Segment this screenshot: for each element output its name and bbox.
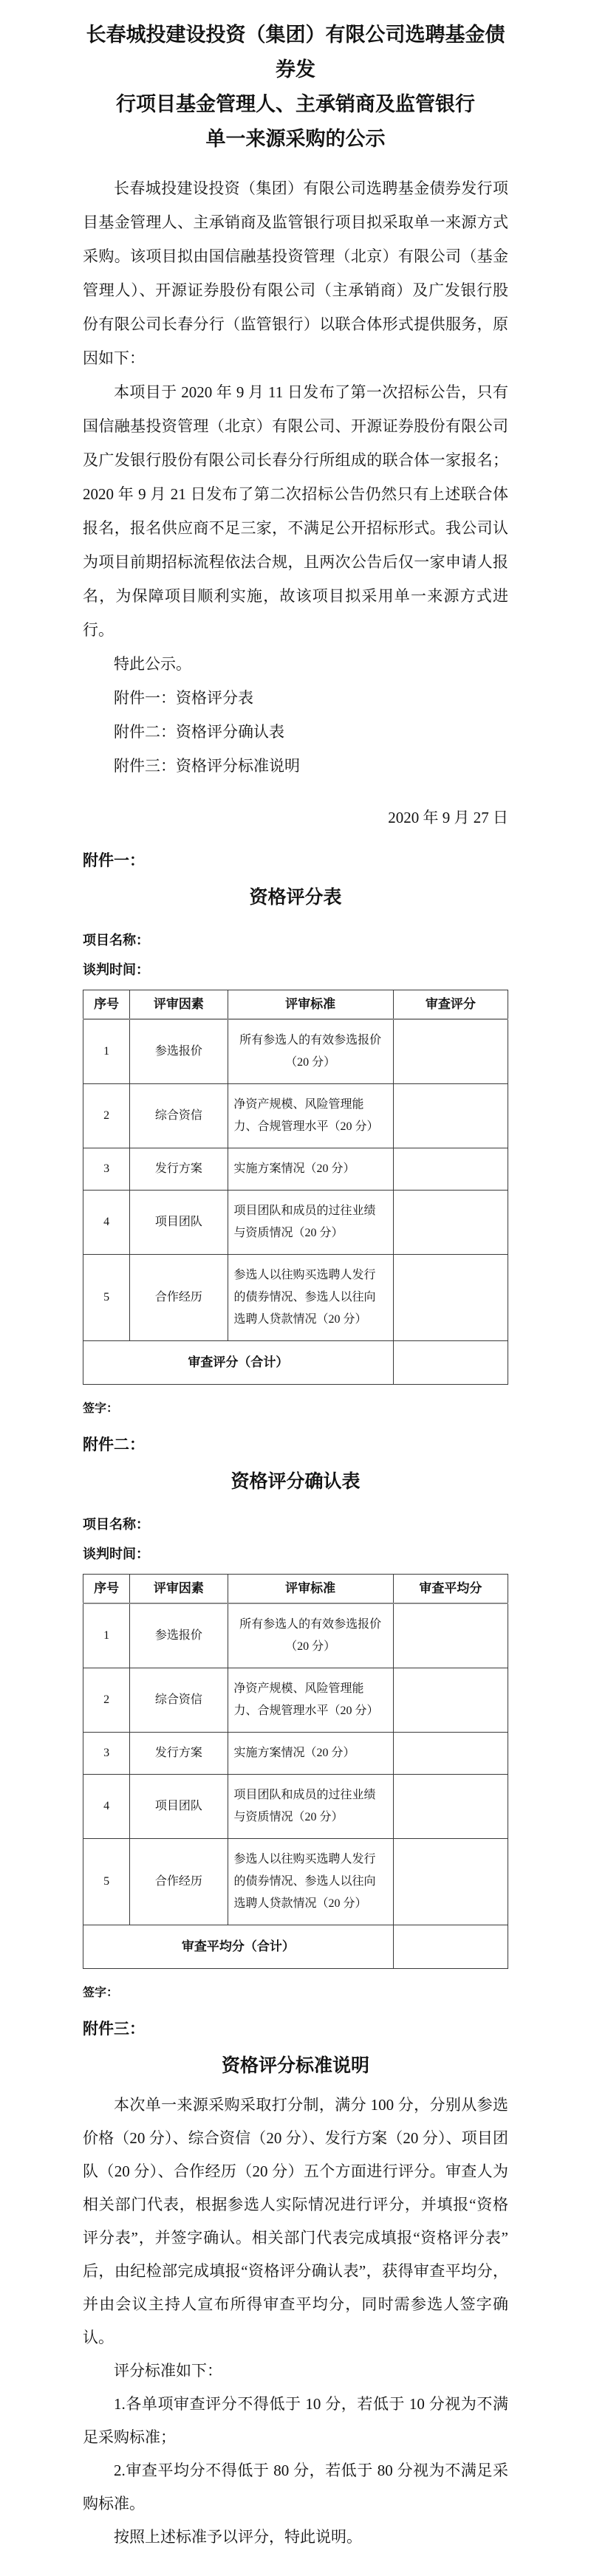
- notice-line: 特此公示。: [114, 655, 191, 673]
- qualification-score-confirm-table: [83, 1574, 508, 1969]
- total-score-cell: [393, 1925, 508, 1969]
- cell-criteria: 所有参选人的有效参选报价（20 分）: [228, 1603, 393, 1668]
- attachment1-negotiation-time-label: 谈判时间：: [83, 962, 149, 977]
- column-header-no: 序号: [83, 1575, 130, 1604]
- attachment2-title: 资格评分确认表: [230, 1472, 361, 1492]
- column-header-factor: 评审因素: [130, 990, 228, 1020]
- column-header-criteria: 评审标准: [228, 1575, 393, 1604]
- table-total-row: [83, 1341, 508, 1385]
- column-header-no: 序号: [83, 990, 130, 1020]
- cell-factor: 综合资信: [130, 1668, 228, 1733]
- cell-factor: 发行方案: [130, 1148, 228, 1191]
- cell-criteria: 项目团队和成员的过往业绩与资质情况（20 分）: [228, 1775, 393, 1839]
- cell-criteria: 项目团队和成员的过往业绩与资质情况（20 分）: [228, 1191, 393, 1255]
- cell-score: [393, 1084, 508, 1148]
- spacer: [83, 911, 508, 919]
- attachment-list-item-1: 附件一：资格评分表: [114, 689, 253, 707]
- column-header-score: 审查评分: [393, 990, 508, 1020]
- attachment2-sign-label: 签字：: [83, 1987, 119, 1999]
- attachment3-paragraph-3: 1.各单项审查评分不得低于 10 分，若低于 10 分视为不满足采购标准；: [83, 2395, 508, 2446]
- cell-criteria: 实施方案情况（20 分）: [228, 1733, 393, 1775]
- cell-criteria: 参选人以往购买选聘人发行的债券情况、参选人以往向选聘人贷款情况（20 分）: [228, 1255, 393, 1341]
- total-score-cell: [393, 1341, 508, 1385]
- cell-criteria: 净资产规模、风险管理能力、合规管理水平（20 分）: [228, 1668, 393, 1733]
- attachment1-label: 附件一：: [83, 852, 145, 869]
- attachment1-title: 资格评分表: [249, 888, 342, 908]
- cell-no: 4: [83, 1191, 130, 1255]
- cell-score: [393, 1733, 508, 1775]
- table-row: [83, 1668, 508, 1733]
- column-header-avg-score: 审查平均分: [393, 1575, 508, 1604]
- qualification-score-table: [83, 990, 508, 1385]
- table-row: [83, 1191, 508, 1255]
- column-header-factor: 评审因素: [130, 1575, 228, 1604]
- document-date: 2020 年 9 月 27 日: [388, 809, 508, 826]
- attachment3-label: 附件三：: [83, 2020, 145, 2038]
- table-row: [83, 1733, 508, 1775]
- title-line-3: 单一来源采购的公示: [205, 128, 386, 150]
- attachment3-paragraph-1: 本次单一来源采购采取打分制，满分 100 分，分别从参选价格（20 分）、综合资信（20 分）、发行方案（20 分）、项目团队（20 分）、合作经历（20 分）五个方面进行评分。审查人为相关部门代表，根据参选人实际情况进行评分，并填报“资格评分表”，并签字确认。相关部门代表完成填报“资格评分表”后，由纪检部完成填报“资格评分确认表”，获得审查平均分，并由会议主持人宣布所得审查平均分，同时需参选人签字确认。: [83, 2096, 508, 2346]
- cell-no: 3: [83, 1733, 130, 1775]
- cell-no: 1: [83, 1019, 130, 1084]
- table-header-row: [83, 990, 508, 1020]
- table-total-row: [83, 1925, 508, 1969]
- table-row: [83, 1603, 508, 1668]
- cell-criteria: 实施方案情况（20 分）: [228, 1148, 393, 1191]
- cell-score: [393, 1191, 508, 1255]
- cell-score: [393, 1603, 508, 1668]
- cell-factor: 综合资信: [130, 1084, 228, 1148]
- attachment2-project-name-label: 项目名称：: [83, 1517, 149, 1532]
- cell-score: [393, 1019, 508, 1084]
- cell-score: [393, 1255, 508, 1341]
- cell-factor: 项目团队: [130, 1775, 228, 1839]
- table-row: [83, 1839, 508, 1925]
- cell-factor: 发行方案: [130, 1733, 228, 1775]
- cell-no: 5: [83, 1255, 130, 1341]
- total-label-cell: 审查平均分（合计）: [83, 1925, 394, 1969]
- table-row: [83, 1148, 508, 1191]
- cell-factor: 参选报价: [130, 1603, 228, 1668]
- attachment2-label: 附件二：: [83, 1436, 145, 1453]
- cell-criteria: 净资产规模、风险管理能力、合规管理水平（20 分）: [228, 1084, 393, 1148]
- title-line-1: 长春城投建设投资（集团）有限公司选聘基金债券发: [86, 24, 505, 80]
- cell-factor: 参选报价: [130, 1019, 228, 1084]
- cell-score: [393, 1775, 508, 1839]
- cell-no: 1: [83, 1603, 130, 1668]
- attachment-list: [83, 681, 508, 783]
- cell-factor: 合作经历: [130, 1255, 228, 1341]
- cell-factor: 项目团队: [130, 1191, 228, 1255]
- table-row: [83, 1775, 508, 1839]
- table-row: [83, 1084, 508, 1148]
- attachment-list-item-3: 附件三：资格评分标准说明: [114, 757, 300, 775]
- cell-criteria: 所有参选人的有效参选报价（20 分）: [228, 1019, 393, 1084]
- cell-score: [393, 1839, 508, 1925]
- document-title: [83, 18, 508, 157]
- table-body: [83, 1603, 508, 1925]
- cell-score: [393, 1148, 508, 1191]
- attachment3-text: [83, 2089, 508, 2554]
- total-label-cell: 审查评分（合计）: [83, 1341, 394, 1385]
- cell-criteria: 参选人以往购买选聘人发行的债券情况、参选人以往向选聘人贷款情况（20 分）: [228, 1839, 393, 1925]
- table-row: [83, 1255, 508, 1341]
- cell-no: 3: [83, 1148, 130, 1191]
- intro-paragraph-1: 长春城投建设投资（集团）有限公司选聘基金债券发行项目基金管理人、主承销商及监管银行项目拟采取单一来源方式采购。该项目拟由国信融基投资管理（北京）有限公司（基金管理人）、开源证券股份有限公司（主承销商）及广发银行股份有限公司长春分行（监管银行）以联合体形式提供服务，原因如下：: [83, 179, 508, 367]
- attachment1-sign-label: 签字：: [83, 1402, 119, 1415]
- cell-no: 4: [83, 1775, 130, 1839]
- attachment1-project-name-label: 项目名称：: [83, 933, 149, 948]
- table-header-row: [83, 1575, 508, 1604]
- attachment3-paragraph-4: 2.审查平均分不得低于 80 分，若低于 80 分视为不满足采购标准。: [83, 2462, 508, 2512]
- attachment3-title: 资格评分标准说明: [221, 2056, 369, 2076]
- cell-no: 5: [83, 1839, 130, 1925]
- attachment3-paragraph-5: 按照上述标准予以评分，特此说明。: [114, 2528, 362, 2546]
- intro-paragraph-2: 本项目于 2020 年 9 月 11 日发布了第一次招标公告，只有国信融基投资管理（北京）有限公司、开源证券股份有限公司及广发银行股份有限公司长春分行所组成的联合体一家报名；2020 年 9 月 21 日发布了第二次招标公告仍然只有上述联合体报名，报名供应商不足三家，不满足公开招标形式。我公司认为项目前期招标流程依法合规，且两次公告后仅一家申请人报名，为保障项目顺利实施，故该项目拟采用单一来源方式进行。: [83, 383, 508, 639]
- attachment3-paragraph-2: 评分标准如下：: [114, 2362, 222, 2380]
- table-body: [83, 1019, 508, 1341]
- attachment-list-item-2: 附件二：资格评分确认表: [114, 723, 284, 741]
- column-header-criteria: 评审标准: [228, 990, 393, 1020]
- cell-score: [393, 1668, 508, 1733]
- table-row: [83, 1019, 508, 1084]
- cell-factor: 合作经历: [130, 1839, 228, 1925]
- spacer: [83, 1496, 508, 1503]
- cell-no: 2: [83, 1084, 130, 1148]
- attachment2-negotiation-time-label: 谈判时间：: [83, 1546, 149, 1561]
- cell-no: 2: [83, 1668, 130, 1733]
- title-line-2: 行项目基金管理人、主承销商及监管银行: [116, 93, 475, 115]
